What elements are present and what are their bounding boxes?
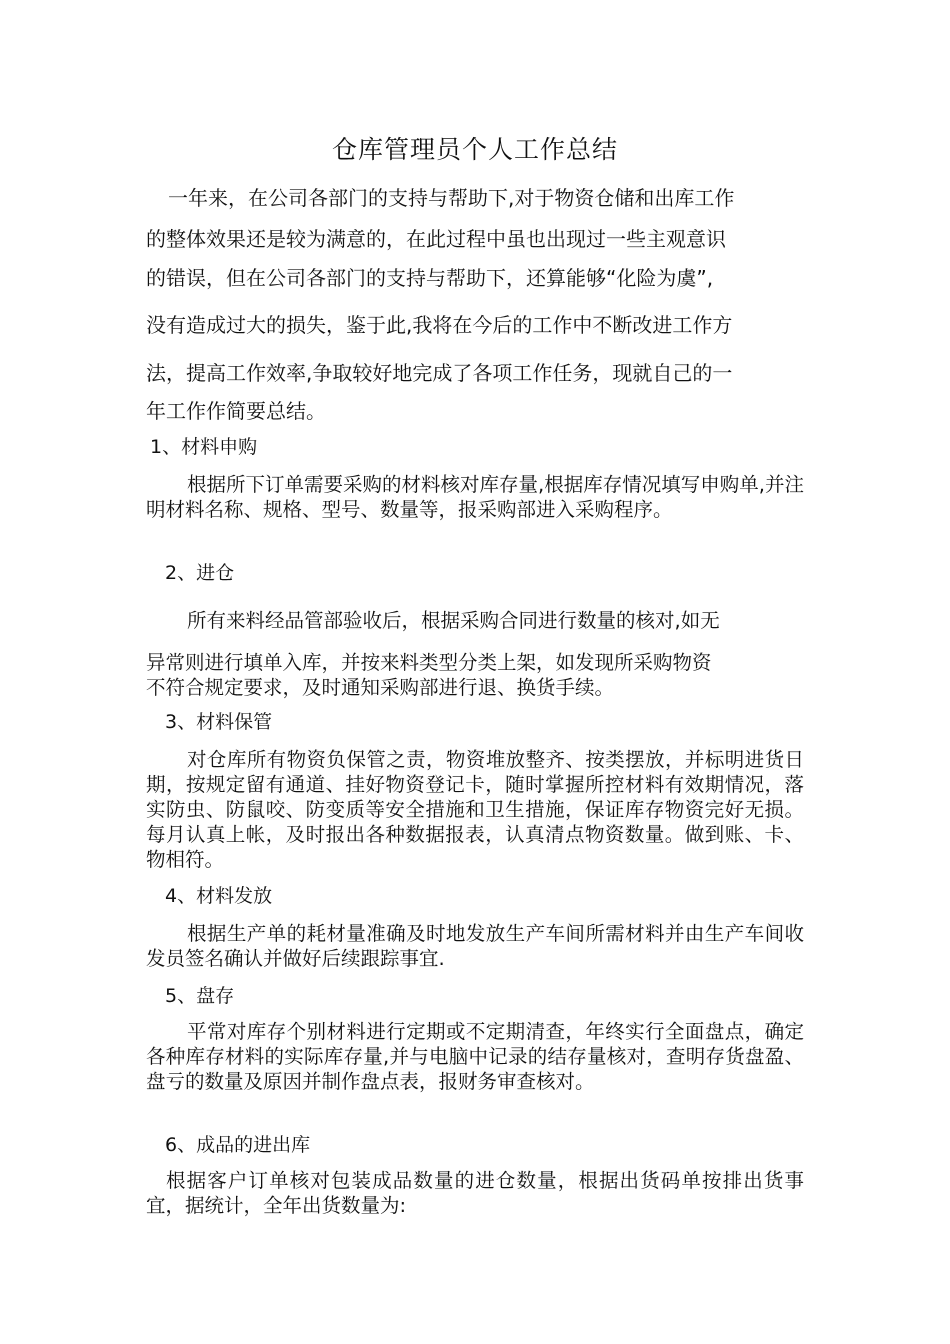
section-body-line: 所有来料经品管部验收后，根据采购合同进行数量的核对,如无 (187, 609, 720, 632)
section-heading-inventory-count: 5、盘存 (165, 985, 235, 1007)
section-heading-material-requisition: 1、材料申购 (150, 436, 258, 458)
section-body-line: 不符合规定要求，及时通知采购部进行退、换货手续。 (146, 676, 615, 699)
intro-line: 一年来，在公司各部门的支持与帮助下,对于物资仓储和出库工作 (168, 186, 735, 210)
section-heading-warehousing-in: 2、进仓 (165, 562, 235, 584)
section-heading-material-issue: 4、材料发放 (165, 885, 273, 907)
section-body-material-storage: 对仓库所有物资负保管之责，物资堆放整齐、按类摆放，并标明进货日期，按规定留有通道、挂好物资登记卡，随时掌握所控材料有效期情况，落实防虫、防鼠咬、防变质等安全措施和卫生措施，保证库存物资完好无损。每月认真上帐，及时报出各种数据报表，认真清点物资数量。做到账、卡、物相符。 (146, 748, 804, 871)
intro-line: 的整体效果还是较为满意的，在此过程中虽也出现过一些主观意识 (146, 227, 726, 251)
document-title: 仓库管理员个人工作总结 (331, 135, 618, 164)
section-body-line: 异常则进行填单入库，并按来料类型分类上架，如发现所采购物资 (146, 651, 712, 674)
section-body-inventory-count: 平常对库存个别材料进行定期或不定期清查，年终实行全面盘点，确定各种库存材料的实际库存量,并与电脑中记录的结存量核对，查明存货盘盈、盘亏的数量及原因并制作盘点表，报财务审查核对。 (146, 1020, 804, 1093)
section-body-material-issue: 根据生产单的耗材量准确及时地发放生产车间所需材料并由生产车间收发员签名确认并做好后续跟踪事宜. (146, 922, 804, 970)
section-heading-material-storage: 3、材料保管 (165, 711, 273, 733)
section-heading-finished-goods: 6、成品的进出库 (165, 1134, 311, 1156)
intro-line: 年工作作简要总结。 (146, 399, 326, 423)
intro-line: 没有造成过大的损失，鉴于此,我将在今后的工作中不断改进工作方 (146, 313, 733, 337)
intro-line: 的错误，但在公司各部门的支持与帮助下，还算能够“化险为虞”, (146, 266, 714, 290)
section-body-material-requisition: 根据所下订单需要采购的材料核对库存量,根据库存情况填写申购单,并注明材料名称、规格、型号、数量等，报采购部进入采购程序。 (146, 473, 804, 521)
section-body-finished-goods: 根据客户订单核对包装成品数量的进仓数量，根据出货码单按排出货事宜，据统计，全年出货数量为: (146, 1169, 804, 1217)
intro-line: 法，提高工作效率,争取较好地完成了各项工作任务，现就自己的一 (146, 361, 733, 385)
